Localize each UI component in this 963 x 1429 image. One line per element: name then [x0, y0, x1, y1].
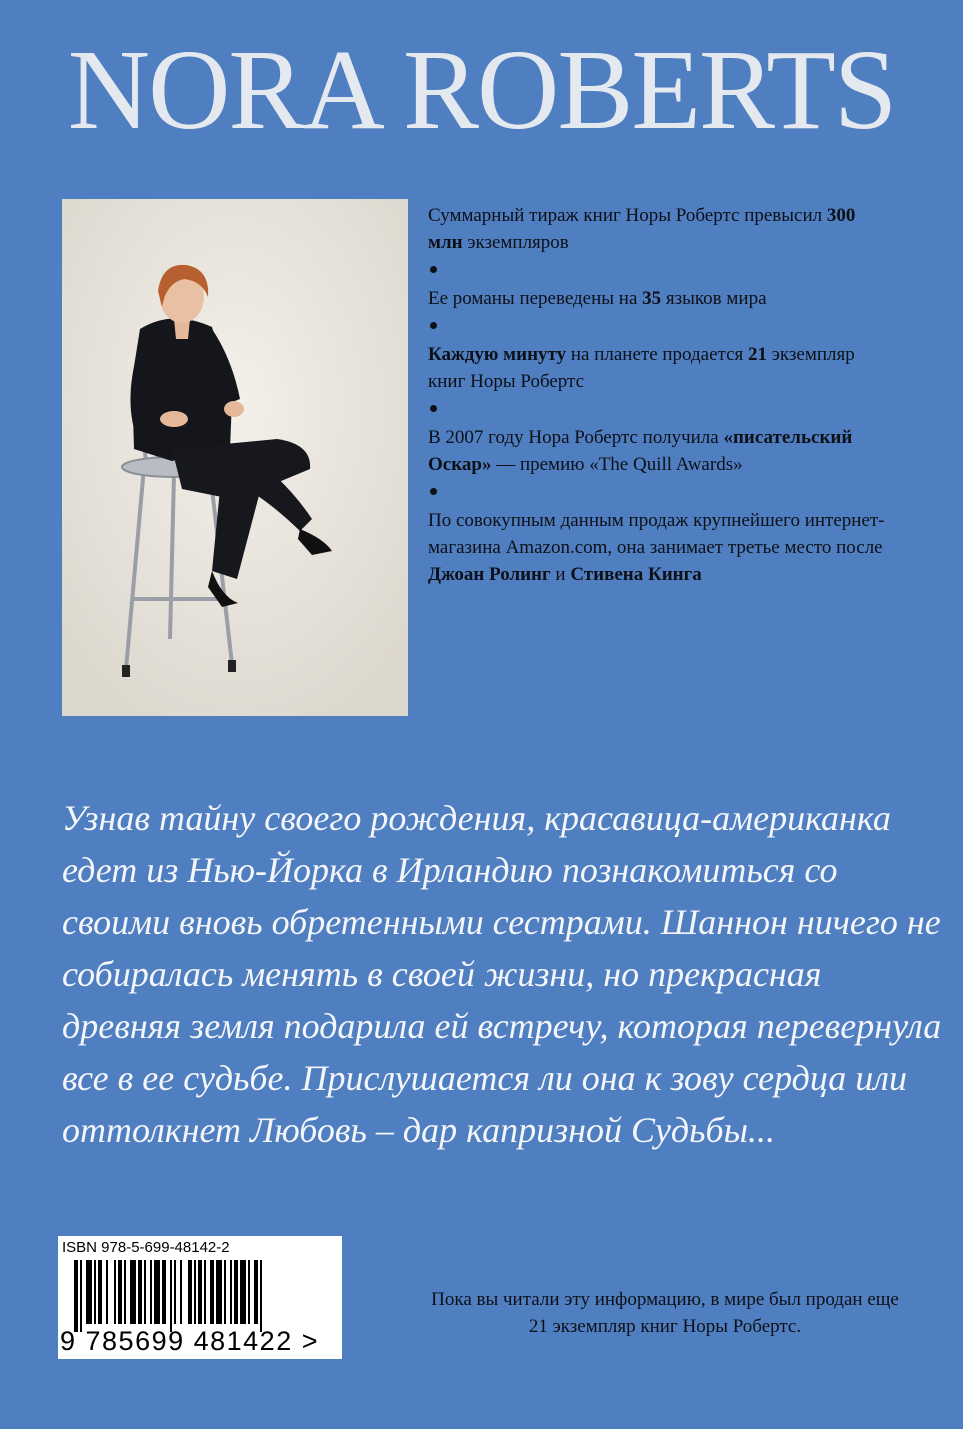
- barcode-bar: [94, 1260, 96, 1324]
- barcode-bar: [86, 1260, 92, 1324]
- barcode-bar: [124, 1260, 126, 1324]
- bullet-icon: [430, 488, 437, 495]
- barcode-bar: [106, 1260, 108, 1324]
- barcode-bar: [224, 1260, 226, 1324]
- barcode-bar: [248, 1260, 250, 1324]
- barcode-bar: [230, 1260, 232, 1324]
- barcode-bar: [216, 1260, 222, 1324]
- fact-item: В 2007 году Нора Робертс получила «писательский Оскар» — премию «The Quill Awards»: [428, 427, 853, 475]
- barcode-bar: [154, 1260, 160, 1324]
- barcode-bar: [114, 1260, 116, 1324]
- author-portrait-photo: [62, 199, 408, 716]
- isbn-barcode: [58, 1236, 342, 1359]
- barcode-bar: [204, 1260, 206, 1324]
- barcode-bar: [162, 1260, 166, 1324]
- book-blurb: Узнав тайну своего рождения, красавица-американка едет из Нью-Йорка в Ирландию познакомиться со своими вновь обретенными сестрами. Шаннон ничего не собиралась менять в своей жизни, но прекрасная древняя земля подарила ей встречу, которая перевернула все в ее судьбе. Прислушается ли она к зову сердца или оттолкнет Любовь – дар капризной Судьбы...: [62, 798, 942, 1150]
- barcode-bar: [254, 1260, 258, 1324]
- bullet-icon: [430, 266, 437, 273]
- barcode-bar: [188, 1260, 192, 1324]
- barcode-bar: [180, 1260, 182, 1324]
- portrait-illustration: [62, 199, 408, 716]
- barcode-bar: [210, 1260, 214, 1324]
- barcode-bar: [138, 1260, 142, 1324]
- fact-item: Каждую минуту на планете продается 21 экземпляр книг Норы Робертс: [428, 344, 855, 392]
- barcode-bar: [130, 1260, 136, 1324]
- barcode-bar: [74, 1260, 78, 1332]
- bullet-icon: [430, 322, 437, 329]
- isbn-label: ISBN 978-5-699-48142-2: [62, 1239, 230, 1256]
- barcode-bar: [144, 1260, 146, 1324]
- barcode-bar: [118, 1260, 122, 1324]
- footer-note: Пока вы читали эту информацию, в мире был продан еще 21 экземпляр книг Норы Робертс.: [431, 1289, 899, 1337]
- bullet-icon: [430, 405, 437, 412]
- barcode-bar: [80, 1260, 82, 1332]
- barcode-bar: [98, 1260, 102, 1324]
- barcode-bar: [240, 1260, 246, 1324]
- barcode-bar: [198, 1260, 202, 1324]
- barcode-bar: [150, 1260, 152, 1324]
- barcode-bar: [260, 1260, 262, 1332]
- fact-item: Ее романы переведены на 35 языков мира: [428, 288, 767, 309]
- barcode-bar: [174, 1260, 176, 1324]
- fact-item: Суммарный тираж книг Норы Робертс превысил 300 млн экземпляров: [428, 205, 856, 253]
- fact-item: По совокупным данным продаж крупнейшего интернет-магазина Amazon.com, она занимает третье место после Джоан Ролинг и Стивена Кинга: [428, 510, 885, 585]
- barcode-bar: [234, 1260, 238, 1324]
- barcode-bar: [170, 1260, 172, 1332]
- barcode-digits: 9 785699 481422 >: [60, 1326, 319, 1356]
- facts-list: [428, 202, 888, 588]
- author-name: NORA ROBERTS: [67, 26, 896, 153]
- barcode-bar: [194, 1260, 196, 1324]
